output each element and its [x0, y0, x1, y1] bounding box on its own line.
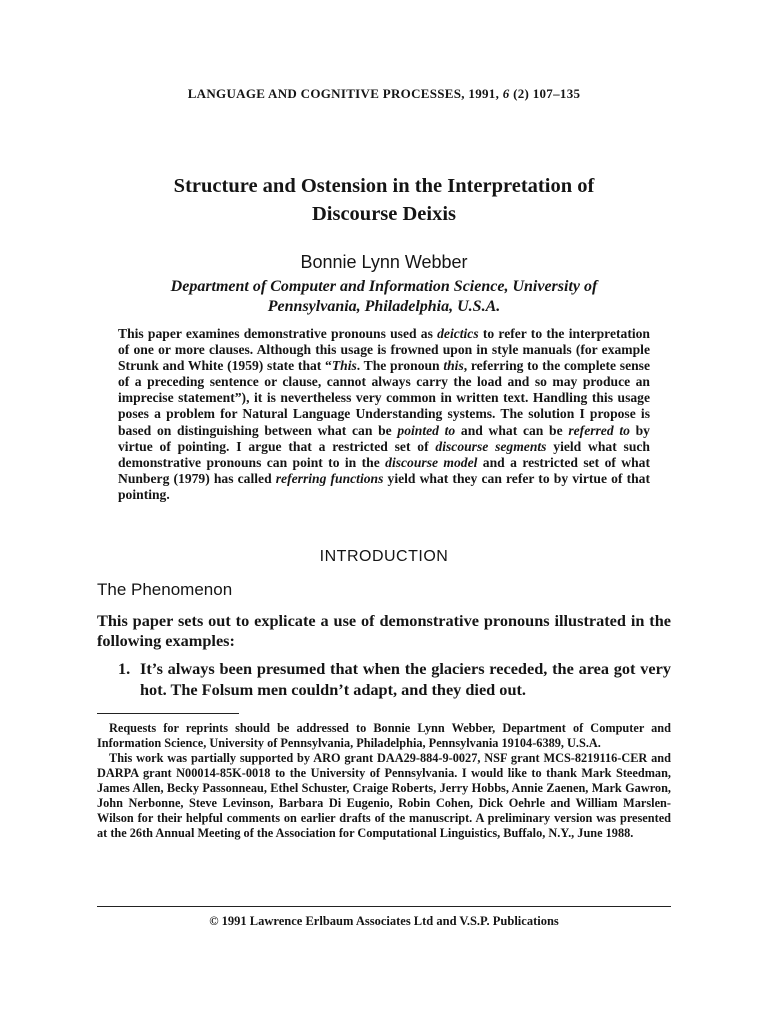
- example-number: 1.: [118, 659, 131, 678]
- copyright-notice: © 1991 Lawrence Erlbaum Associates Ltd and V.S.P. Publications: [209, 914, 559, 928]
- paper-title: [90, 172, 678, 228]
- subsection-heading: The Phenomenon: [97, 580, 233, 599]
- abstract-italic: deictics: [437, 326, 479, 341]
- running-head-volume: 6: [502, 86, 510, 101]
- copyright-divider: [97, 906, 671, 907]
- abstract-text: . The pronoun: [356, 358, 444, 374]
- author-name: Bonnie Lynn Webber: [300, 252, 468, 272]
- section-heading-introduction: INTRODUCTION: [319, 548, 449, 565]
- title-line-1: Structure and Ostension in the Interpretation of: [173, 175, 595, 197]
- abstract-italic: This: [331, 358, 357, 374]
- affiliation: [120, 277, 648, 317]
- abstract-italic: discourse model: [385, 454, 478, 470]
- affiliation-line-2: Pennsylvania, Philadelphia, U.S.A.: [267, 298, 501, 315]
- example-text: It’s always been presumed that when the glaciers receded, the area got very hot. The Folsum men couldn’t adapt, and they died out.: [140, 659, 671, 699]
- title-line-2: Discourse Deixis: [311, 203, 457, 225]
- footnote-acknowledgements: This work was partially supported by ARO grant DAA29-884-9-0027, NSF grant MCS-8219116-CER and DARPA grant N00014-85K-0018 to the University of Pennsylvania. I would like to thank Mark Steedman, James Allen, Becky Passonneau, Ethel Schuster, Craige Roberts, Jerry Hobbs, Annie Zaenen, Mark Gawron, John Nerbonne, Steve Levinson, Barbara Di Eugenio, Robin Cohen, Dick Oehrle and William Marslen-Wilson for their helpful comments on earlier drafts of the manuscript. A preliminary version was presented at the 26th Annual Meeting of the Association for Computational Linguistics, Buffalo, N.Y., June 1988.: [97, 751, 671, 840]
- footnote-divider: [97, 713, 239, 714]
- abstract-text: , referring to the complete sense of a preceding sentence or clause, cannot always carry the load and so may produce an imprecise statement”), it is nevertheless very common in written text. Handling this usage poses a problem for Natural Language Understanding systems. The solution I propose is based on distinguishing between what can be: [118, 358, 650, 438]
- abstract-italic: pointed to: [397, 422, 456, 438]
- abstract-italic: discourse segments: [435, 438, 547, 454]
- footnote-reprints: Requests for reprints should be addressed to Bonnie Lynn Webber, Department of Computer and Information Science, University of Pennsylvania, Philadelphia, Pennsylvania 19104-6389, U.S.A.: [97, 721, 671, 750]
- abstract-italic: this: [443, 358, 464, 374]
- abstract-text: and a restricted set of what Nunberg (1979) has called: [118, 454, 650, 486]
- numbered-example: [118, 659, 671, 700]
- abstract-text: to refer to the interpretation of one or more clauses. Although this usage is frowned upon in style manuals (for example Strunk and White (1959) state that “: [118, 326, 650, 374]
- abstract-text: yield what such demonstrative pronouns can point to in the: [118, 438, 650, 470]
- running-head-pages: (2) 107–135: [509, 86, 581, 101]
- abstract-text: by virtue of pointing. I argue that a restricted set of: [118, 422, 650, 454]
- abstract-text: and what can be: [455, 422, 569, 438]
- abstract-text: yield what they can refer to by virtue of that pointing.: [118, 470, 650, 502]
- abstract-text: This paper examines demonstrative pronouns used as: [118, 326, 438, 341]
- running-head: [0, 86, 768, 102]
- abstract: [118, 326, 650, 503]
- abstract-italic: referring functions: [275, 470, 384, 486]
- footnotes: [97, 721, 671, 841]
- abstract-italic: referred to: [568, 422, 630, 438]
- affiliation-line-1: Department of Computer and Information Science, University of: [170, 278, 598, 295]
- running-head-text: LANGUAGE AND COGNITIVE PROCESSES, 1991,: [187, 86, 503, 101]
- body-paragraph: This paper sets out to explicate a use of demonstrative pronouns illustrated in the following examples:: [97, 611, 671, 650]
